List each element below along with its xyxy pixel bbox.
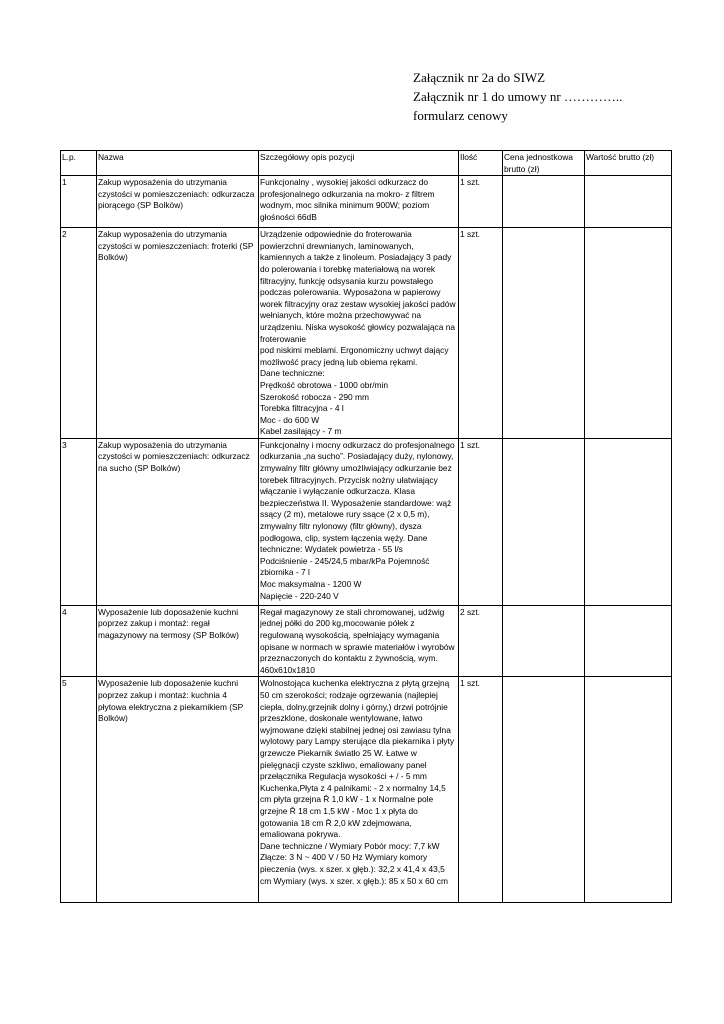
cell-cena	[503, 176, 585, 228]
cell-nazwa: Zakup wyposażenia do utrzymania czystości w pomieszczeniach: froterki (SP Bolków)	[97, 228, 259, 439]
cell-ilosc: 1 szt.	[459, 677, 503, 903]
table-row	[61, 438, 672, 605]
cell-nazwa: Zakup wyposażenia do utrzymania czystości w pomieszczeniach: odkurzacza piorącego (SP Bolków)	[97, 176, 259, 228]
cell-opis: Funkcjonalny i mocny odkurzacz do profesjonalnego odkurzania „na sucho”. Posiadający duży, nylonowy, zmywalny filtr główny umożliwiający odkurzanie bez torebek filtracyjnych. Przycisk nożny ułatwiający włączanie i wyłączanie odkurzacza. Klasa bezpieczeństwa II. Wyposażenie standardowe: wąż ssący (2 m), metalowe rury ssące (2 x 0,5 m), zmywalny filtr nylonowy (filtr główny), dysza podłogowa, clip, system łączenia węży. Dane techniczne: Wydatek powietrza - 55 l/s Podciśnienie - 245/24,5 mbar/kPa Pojemność zbiornika - 7 l Moc maksymalna - 1200 W Napięcie - 220-240 V	[259, 438, 459, 605]
cell-opis: Wolnostojąca kuchenka elektryczna z płytą grzejną 50 cm szerokości; rodzaje ogrzewania (najlepiej ciepła, dolny,grzejnik dolny i górny,) drzwi potrójnie przeszklone, doskonale wentylowane, łatwo wyjmowane dzięki stabilnej jednej osi zawiasu tylna wylotowy pary Lampy sterujące dla piekarnika i płyty grzewcze Piekarnik światło 25 W. Łatwe w pielęgnacji czyste szkliwo, emaliowany panel przełącznika Regulacja wysokości + / - 5 mm Kuchenka,Płyta z 4 palnikami: - 2 x normalny 14,5 cm płyta grzejna Ř 1,0 kW - 1 x Normalne pole grzejne Ř 18 cm 1,5 kW - Moc 1 x płyta do gotowania 18 cm Ř 2,0 kW zdejmowana, emaliowana pokrywa. Dane techniczne / Wymiary Pobór mocy: 7,7 kW Złącze: 3 N ~ 400 V / 50 Hz Wymiary komory pieczenia (wys. x szer. x głęb.): 32,2 x 41,4 x 43,5 cm Wymiary (wys. x szer. x głęb.): 85 x 50 x 60 cm	[259, 677, 459, 903]
cell-nazwa: Wyposażenie lub doposażenie kuchni poprzez zakup i montaż: regał magazynowy na termosy (SP Bolków)	[97, 605, 259, 677]
cell-opis: Funkcjonalny , wysokiej jakości odkurzacz do profesjonalnego odkurzania na mokro- z filtrem wodnym, moc silnika minimum 900W; poziom głośności 66dB	[259, 176, 459, 228]
header-wartosc: Wartość brutto (zł)	[585, 151, 672, 176]
cell-lp: 5	[61, 677, 97, 903]
cell-nazwa: Wyposażenie lub doposażenie kuchni poprzez zakup i montaż: kuchnia 4 płytowa elektryczna z piekarnikiem (SP Bolków)	[97, 677, 259, 903]
header-lp: L.p.	[61, 151, 97, 176]
cell-opis: Regał magazynowy ze stali chromowanej, udźwig jednej półki do 200 kg,mocowanie półek z regulowaną wysokością, spełniający wymagania opisane w normach w sprawie materiałów i wyrobów przeznaczonych do kontaktu z żywnością, wym. 460x610x1810	[259, 605, 459, 677]
cell-lp: 1	[61, 176, 97, 228]
annex-contract-line: Załącznik nr 1 do umowy nr …………..	[413, 89, 623, 104]
cell-cena	[503, 228, 585, 439]
header-opis: Szczegółowy opis pozycji	[259, 151, 459, 176]
table-row	[61, 228, 672, 439]
cell-lp: 3	[61, 438, 97, 605]
header-ilosc: Ilość	[459, 151, 503, 176]
price-form-table	[60, 150, 672, 903]
cell-ilosc: 2 szt.	[459, 605, 503, 677]
cell-wartosc	[585, 605, 672, 677]
table-row	[61, 176, 672, 228]
cell-ilosc: 1 szt.	[459, 438, 503, 605]
cell-wartosc	[585, 228, 672, 439]
cell-opis: Urządzenie odpowiednie do froterowania powierzchni drewnianych, laminowanych, kamiennych a także z linoleum. Posiadający 3 pady do polerowania i torebkę materiałową na worek filtracyjny, funkcję odsysania kurzu powstałego podczas polerowania. Wyposażona w papierowy worek filtracyjny oraz zestaw wysokiej jakości padów wełnianych, które można przechowywać na urządzeniu. Niska wysokość głowicy pozwalająca na froterowanie pod niskimi meblami. Ergonomiczny uchwyt dający możliwość pracy jedną lub obiema rękami. Dane techniczne: Prędkość obrotowa - 1000 obr/min Szerokość robocza - 290 mm Torebka filtracyjna - 4 l Moc - do 600 W Kabel zasilający - 7 m	[259, 228, 459, 439]
cell-nazwa: Zakup wyposażenia do utrzymania czystości w pomieszczeniach: odkurzacz na sucho (SP Bolków)	[97, 438, 259, 605]
cell-wartosc	[585, 677, 672, 903]
cell-ilosc: 1 szt.	[459, 228, 503, 439]
cell-lp: 4	[61, 605, 97, 677]
table-row	[61, 605, 672, 677]
table-header-row	[61, 151, 672, 176]
cell-wartosc	[585, 438, 672, 605]
header-nazwa: Nazwa	[97, 151, 259, 176]
cell-cena	[503, 677, 585, 903]
form-title: formularz cenowy	[413, 108, 508, 123]
document-header	[413, 68, 622, 125]
table-row	[61, 677, 672, 903]
annex-siwz-line: Załącznik nr 2a do SIWZ	[413, 70, 546, 85]
cell-ilosc: 1 szt.	[459, 176, 503, 228]
cell-lp: 2	[61, 228, 97, 439]
cell-wartosc	[585, 176, 672, 228]
cell-cena	[503, 605, 585, 677]
header-cena: Cena jednostkowa brutto (zł)	[503, 151, 585, 176]
cell-cena	[503, 438, 585, 605]
